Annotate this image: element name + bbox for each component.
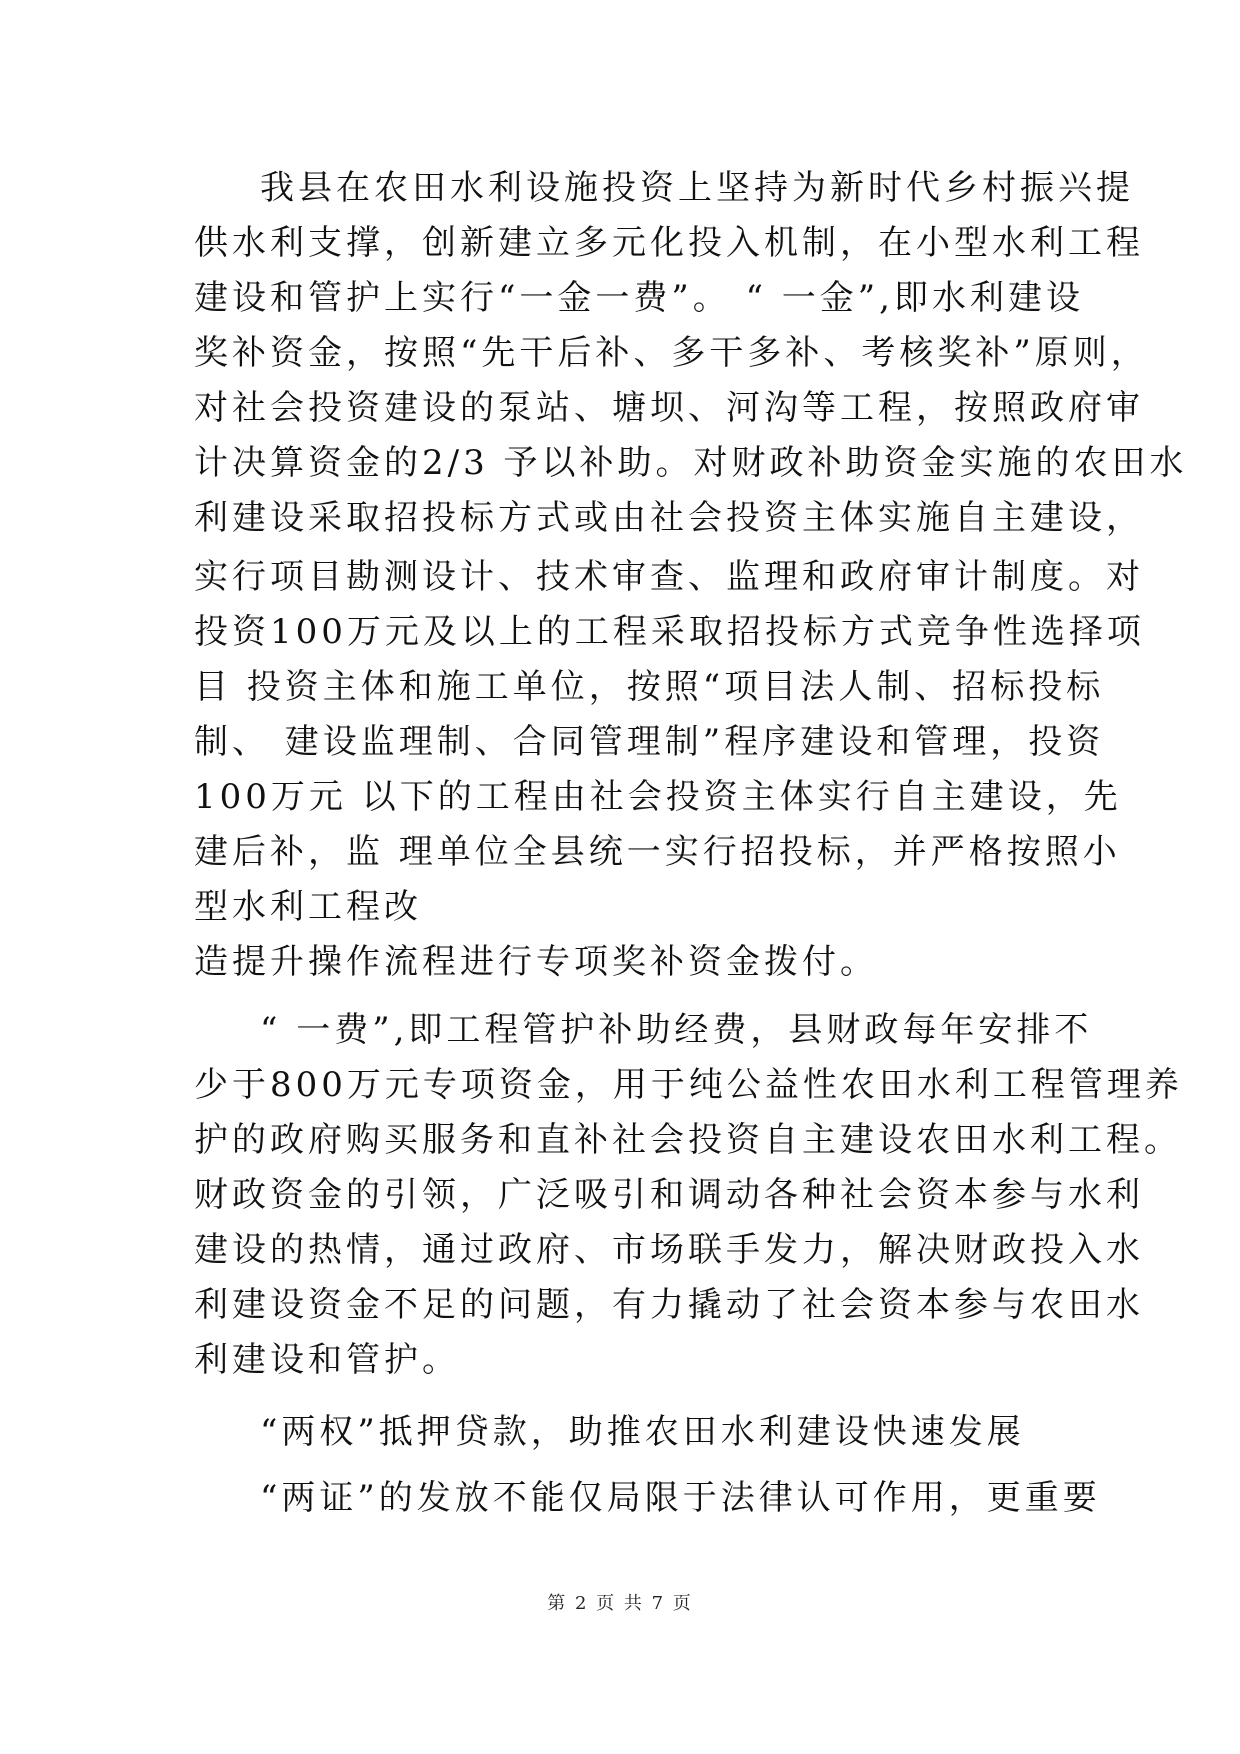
paragraph-2-line-2: 少于800万元专项资金，用于纯公益性农田水利工程管理养: [194, 1065, 1183, 1105]
paragraph-1-line-1: 我县在农田水利设施投资上坚持为新时代乡村振兴提: [260, 168, 1134, 208]
paragraph-1-line-11: 制、 建设监理制、合同管理制”程序建设和管理，投资: [194, 722, 1105, 762]
paragraph-1-line-12: 100万元 以下的工程由社会投资主体实行自主建设，先: [194, 777, 1122, 817]
paragraph-3-line-1: “两权”抵押贷款，助推农田水利建设快速发展: [260, 1412, 1025, 1452]
paragraph-1-line-4: 奖补资金，按照“先干后补、多干多补、考核奖补”原则，: [194, 333, 1149, 373]
paragraph-2-line-7: 利建设和管护。: [194, 1340, 460, 1380]
paragraph-1-line-5: 对社会投资建设的泵站、塘坝、河沟等工程，按照政府审: [194, 388, 1144, 428]
paragraph-1-line-13: 建后补，监 理单位全县统一实行招投标，并严格按照小: [194, 832, 1121, 872]
paragraph-2-line-3: 护的政府购买服务和直补社会投资自主建设农田水利工程。: [194, 1120, 1182, 1160]
paragraph-1-line-15: 造提升操作流程进行专项奖补资金拨付。: [194, 942, 878, 982]
paragraph-2-line-5: 建设的热情，通过政府、市场联手发力，解决财政投入水: [194, 1230, 1144, 1270]
paragraph-1-line-3: 建设和管护上实行“一金一费”。 “ 一金”,即水利建设: [194, 278, 1084, 318]
paragraph-1-line-7: 利建设采取招投标方式或由社会投资主体实施自主建设，: [194, 498, 1144, 538]
paragraph-1-line-14: 型水利工程改: [194, 887, 422, 927]
paragraph-1-line-9: 投资100万元及以上的工程采取招投标方式竞争性选择项: [194, 612, 1145, 652]
paragraph-2-line-4: 财政资金的引领，广泛吸引和调动各种社会资本参与水利: [194, 1175, 1144, 1215]
paragraph-1-line-6: 计决算资金的2/3 予以补助。对财政补助资金实施的农田水: [194, 443, 1188, 483]
paragraph-2-line-1: “ 一费”,即工程管护补助经费，县财政每年安排不: [260, 1010, 1093, 1050]
paragraph-2-line-6: 利建设资金不足的问题，有力撬动了社会资本参与农田水: [194, 1285, 1144, 1325]
paragraph-1-line-2: 供水利支撑，创新建立多元化投入机制，在小型水利工程: [194, 223, 1144, 263]
paragraph-1-line-8: 实行项目勘测设计、技术审查、监理和政府审计制度。对: [194, 557, 1144, 597]
paragraph-4-line-1: “两证”的发放不能仅局限于法律认可作用，更重要: [260, 1478, 1101, 1518]
page-footer: 第 2 页 共 7 页: [547, 1593, 693, 1614]
paragraph-1-line-10: 目 投资主体和施工单位，按照“项目法人制、招标投标: [194, 667, 1105, 707]
